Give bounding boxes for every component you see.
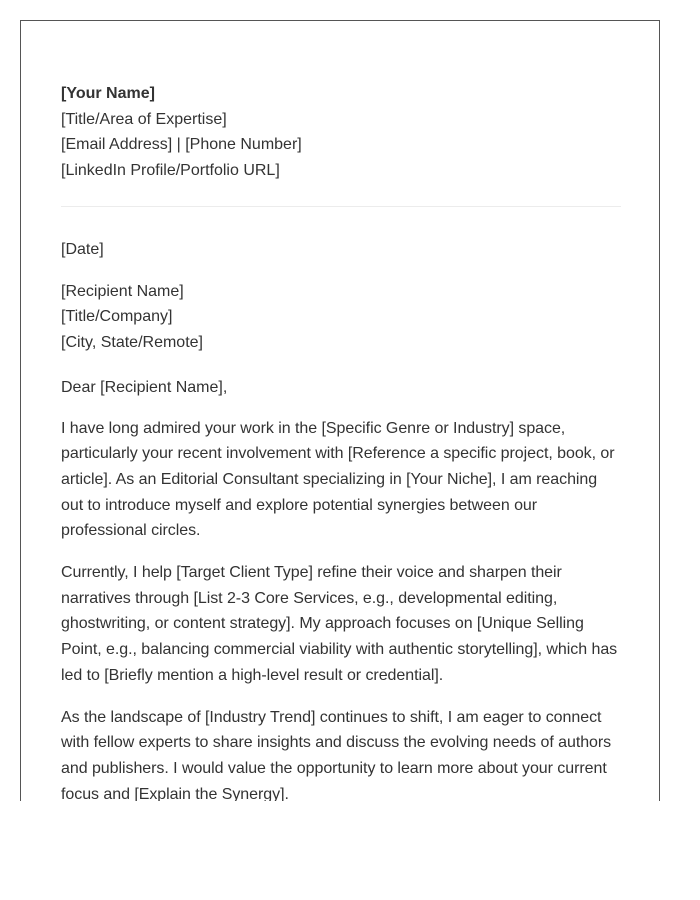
sender-contact: [Email Address] | [Phone Number] — [61, 136, 302, 153]
letter-date: [Date] — [61, 241, 104, 258]
letter-page — [20, 20, 660, 801]
recipient-name: [Recipient Name] — [61, 282, 184, 300]
body-paragraph-3: As the landscape of [Industry Trend] continues to shift, I am eager to connect with fellow experts to share insights and discuss the evolving needs of authors and publishers. I would value the opportunity to learn more about your current focus and [Explain the Synergy]. — [61, 708, 612, 801]
header-divider — [61, 206, 621, 207]
salutation: Dear [Recipient Name], — [61, 379, 228, 396]
recipient-block — [61, 279, 621, 356]
letter-content — [61, 81, 621, 801]
body-paragraph-2: Currently, I help [Target Client Type] refine their voice and sharpen their narratives through [List 2-3 Core Services, e.g., developmental editing, ghostwriting, or content strategy]. My approach focuses on [Unique Selling Point, e.g., balancing commercial viability with authentic storytelling], which has led to [Briefly mention a high-level result or credential]. — [61, 564, 618, 684]
sender-title: [Title/Area of Expertise] — [61, 110, 227, 128]
sender-block — [61, 81, 621, 183]
recipient-location: [City, State/Remote] — [61, 333, 203, 351]
sender-name: [Your Name] — [61, 85, 155, 102]
body-paragraph-1: I have long admired your work in the [Specific Genre or Industry] space, particularly your recent involvement with [Reference a specific project, book, or article]. As an Editorial Consultant specializing in [Your Niche], I am reaching out to introduce myself and explore potential synergies between our professional circles. — [61, 419, 615, 540]
sender-link: [LinkedIn Profile/Portfolio URL] — [61, 161, 280, 179]
recipient-title-company: [Title/Company] — [61, 308, 173, 325]
